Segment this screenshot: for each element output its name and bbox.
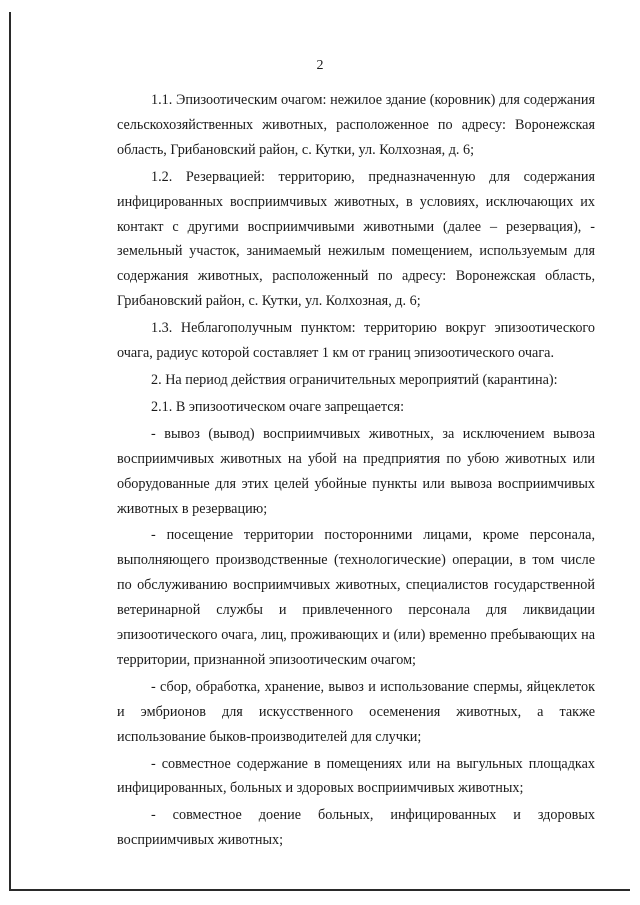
document-body bbox=[117, 88, 595, 855]
paragraph-2-quarantine-period: 2. На период действия ограничительных мероприятий (карантина): bbox=[151, 371, 558, 388]
paragraph-1-1-episootic-focus: 1.1. Эпизоотическим очагом: нежилое здание (коровник) для содержания сельскохозяйственных животных, расположенное по адресу: Воронежская область, Грибановский район, с. Кутки, ул. Колхозная, д. 6; bbox=[117, 92, 595, 158]
paragraph-2-1-prohibited: 2.1. В эпизоотическом очаге запрещается: bbox=[151, 398, 405, 415]
paragraph-1-3-unfavorable-point: 1.3. Неблагополучным пунктом: территорию вокруг эпизоотического очага, радиус которой составляет 1 км от границ эпизоотического очага. bbox=[117, 320, 595, 362]
scan-border-bottom bbox=[9, 889, 630, 891]
list-item-export-animals: - вывоз (вывод) восприимчивых животных, за исключением вывоза восприимчивых животных на убой на предприятия по убою животных или оборудованные для этих целей убойные пункты или вывоза восприимчивых животных в резервацию; bbox=[117, 425, 595, 517]
page-number: 2 bbox=[316, 58, 324, 73]
list-item-joint-keeping: - совместное содержание в помещениях или на выгульных площадках инфицированных, больных и здоровых восприимчивых животных; bbox=[117, 755, 595, 797]
list-item-joint-milking: - совместное доение больных, инфицированных и здоровых восприимчивых животных; bbox=[117, 807, 595, 849]
scan-border-left bbox=[9, 12, 11, 891]
paragraph-1-2-reservation: 1.2. Резервацией: территорию, предназначенную для содержания инфицированных восприимчивых животных, в условиях, исключающих их контакт с другими восприимчивыми животными (далее – резервация), - земельный участок, занимаемый нежилым помещением, используемым для содержания животных, расположенный по адресу: Воронежская область, Грибановский район, с. Кутки, ул. Колхозная, д. 6; bbox=[117, 168, 595, 310]
list-item-semen-embryos: - сбор, обработка, хранение, вывоз и использование спермы, яйцеклеток и эмбрионов для искусственного осеменения животных, а также использование быков-производителей для случки; bbox=[117, 678, 595, 745]
list-item-visits-outsiders: - посещение территории посторонними лицами, кроме персонала, выполняющего производственные (технологические) операции, в том числе по обслуживанию восприимчивых животных, специалистов государственной ветеринарной службы и привлеченного персонала для ликвидации эпизоотического очага, лиц, проживающих и (или) временно пребывающих на территории, признанной эпизоотическим очагом; bbox=[117, 527, 595, 668]
